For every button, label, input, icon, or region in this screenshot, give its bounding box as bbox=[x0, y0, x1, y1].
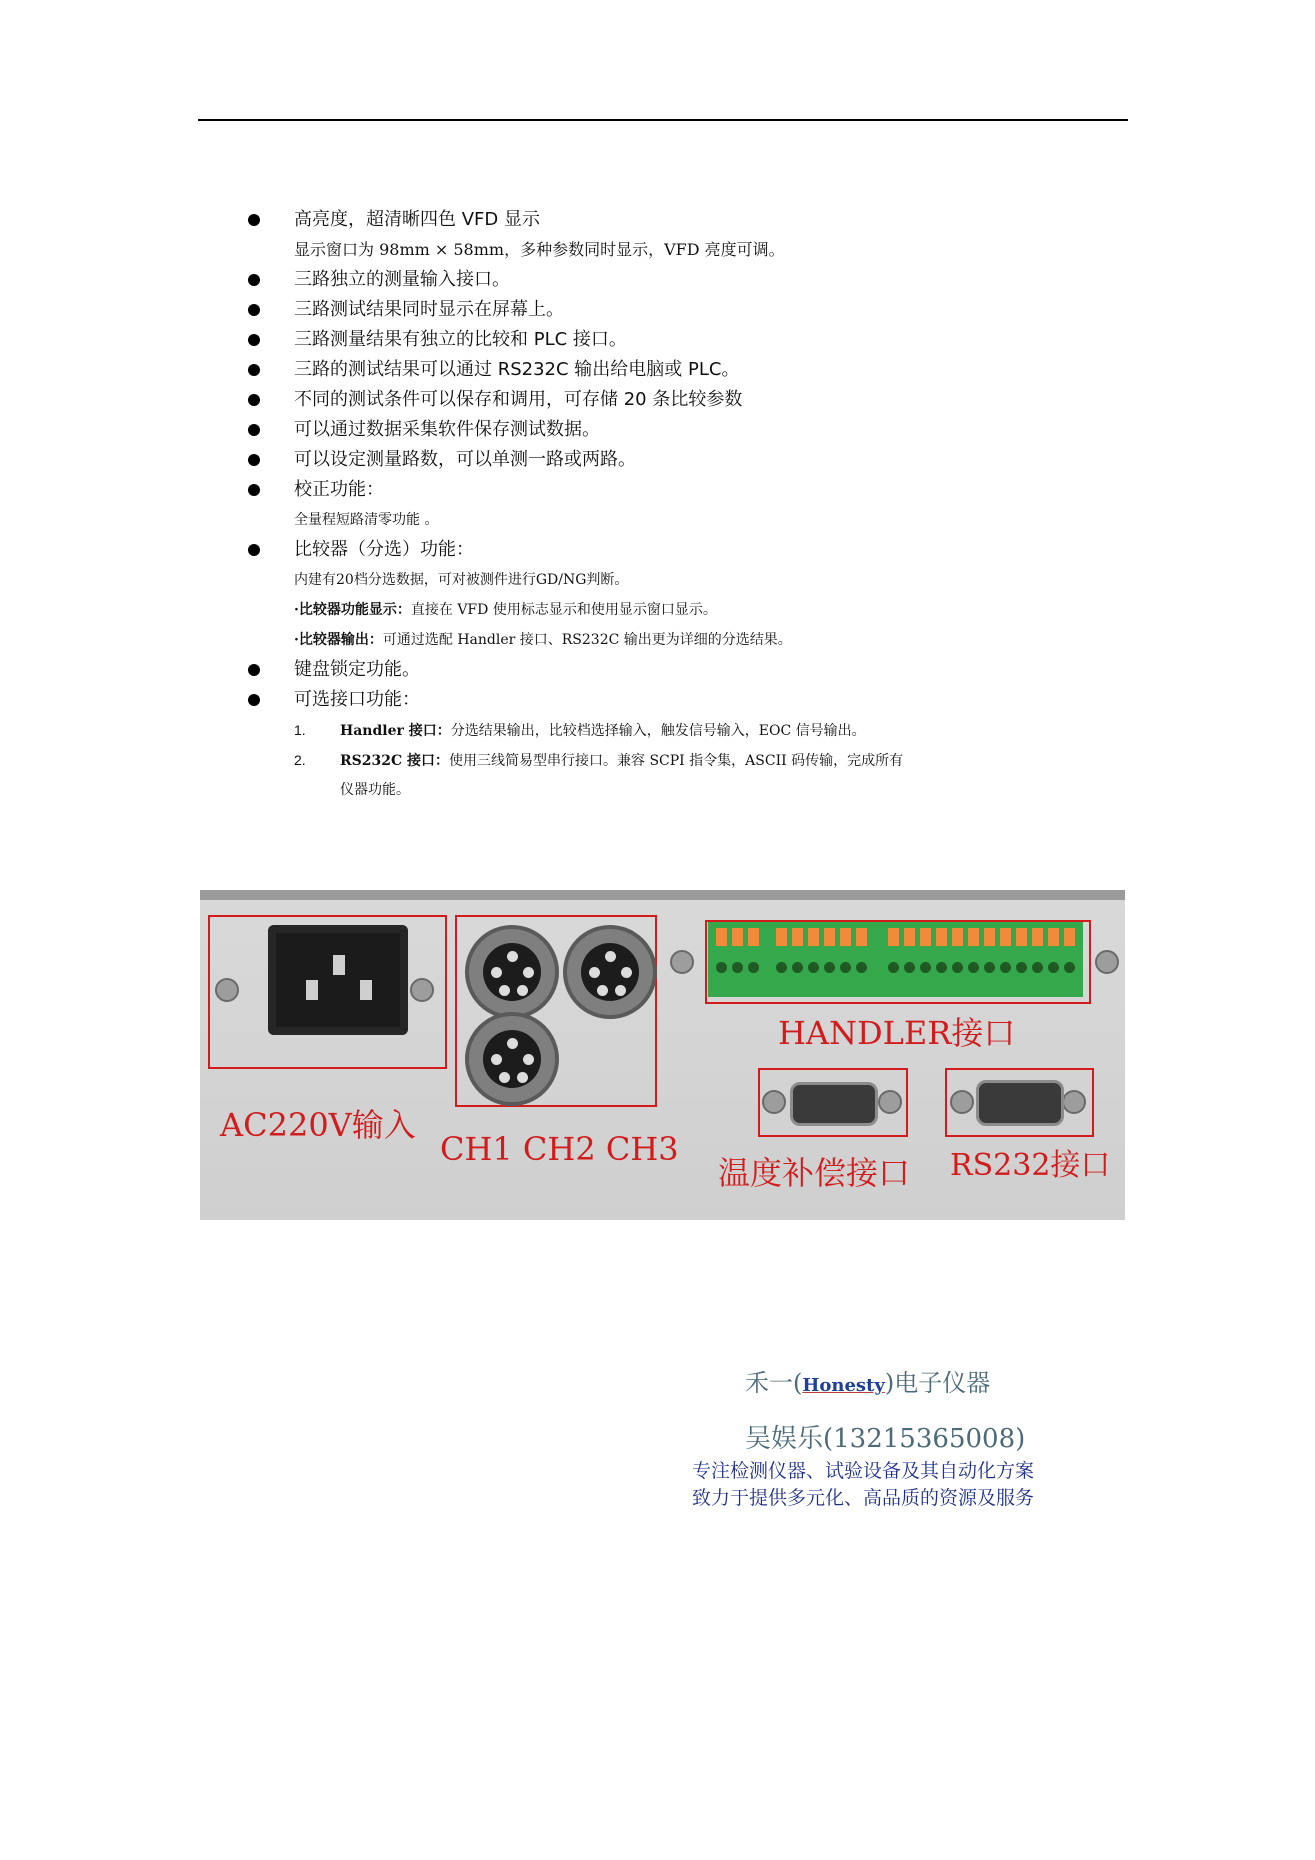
bullet-icon bbox=[248, 454, 260, 466]
feature-item bbox=[248, 295, 1128, 325]
ch1-connector bbox=[465, 925, 559, 1019]
feature-item bbox=[248, 685, 1128, 715]
feature-detail bbox=[248, 715, 1128, 745]
feature-text: 不同的测试条件可以保存和调用，可存储 20 条比较参数 bbox=[294, 389, 743, 410]
header-rule bbox=[198, 119, 1128, 121]
feature-text: 三路独立的测量输入接口。 bbox=[294, 269, 510, 290]
feature-text: 三路测量结果有独立的比较和 PLC 接口。 bbox=[294, 329, 627, 350]
feature-detail bbox=[248, 505, 1128, 535]
bullet-icon bbox=[248, 304, 260, 316]
temp-port-connector bbox=[790, 1082, 878, 1126]
screw-icon bbox=[762, 1090, 786, 1114]
detail-text: 直接在 VFD 使用标志显示和使用显示窗口显示。 bbox=[410, 602, 717, 618]
ch3-connector bbox=[465, 1012, 559, 1106]
slogan bbox=[692, 1458, 1034, 1512]
screw-icon bbox=[950, 1090, 974, 1114]
screw-icon bbox=[410, 978, 434, 1002]
temp-port-label: 温度补偿接口 bbox=[718, 1154, 911, 1192]
bullet-icon bbox=[248, 334, 260, 346]
feature-detail bbox=[248, 235, 1128, 265]
rs232-connector bbox=[976, 1080, 1064, 1126]
feature-item bbox=[248, 355, 1128, 385]
feature-text: 校正功能： bbox=[294, 479, 384, 500]
item-number: 1. bbox=[294, 722, 306, 738]
rear-panel-photo bbox=[200, 890, 1125, 1220]
company-name: 禾一(Honesty)电子仪器 bbox=[745, 1369, 991, 1397]
bullet-icon bbox=[248, 664, 260, 676]
detail-text: 使用三线简易型串行接口。兼容 SCPI 指令集，ASCII 码传输，完成所有 bbox=[449, 753, 904, 769]
screw-icon bbox=[215, 978, 239, 1002]
item-number: 2. bbox=[294, 752, 306, 768]
contact-line: 吴娱乐(13215365008) bbox=[745, 1424, 1026, 1454]
feature-text: 可以通过数据采集软件保存测试数据。 bbox=[294, 419, 600, 440]
ch2-connector bbox=[563, 925, 657, 1019]
feature-text: 比较器（分选）功能： bbox=[294, 539, 474, 560]
detail-heading: Handler 接口： bbox=[340, 723, 451, 739]
bullet-icon bbox=[248, 214, 260, 226]
feature-item bbox=[248, 265, 1128, 295]
feature-item bbox=[248, 415, 1128, 445]
feature-text: 键盘锁定功能。 bbox=[294, 659, 420, 680]
feature-text: 三路测试结果同时显示在屏幕上。 bbox=[294, 299, 564, 320]
feature-text: 三路的测试结果可以通过 RS232C 输出给电脑或 PLC。 bbox=[294, 359, 740, 380]
panel-edge bbox=[200, 890, 1125, 900]
bullet-icon bbox=[248, 424, 260, 436]
feature-item bbox=[248, 475, 1128, 505]
bullet-icon bbox=[248, 484, 260, 496]
handler-label: HANDLER接口 bbox=[778, 1014, 1016, 1052]
detail-text: 显示窗口为 98mm × 58mm，多种参数同时显示，VFD 亮度可调。 bbox=[294, 240, 785, 259]
screw-icon bbox=[1062, 1090, 1086, 1114]
ac-label: AC220V输入 bbox=[220, 1106, 416, 1144]
feature-text: 高亮度，超清晰四色 VFD 显示 bbox=[294, 209, 540, 230]
slogan-line-2: 致力于提供多元化、高品质的资源及服务 bbox=[692, 1487, 1035, 1509]
detail-text: 内建有20档分选数据，可对被测件进行GD/NG判断。 bbox=[294, 572, 629, 588]
bullet-icon bbox=[248, 694, 260, 706]
feature-detail bbox=[248, 565, 1128, 595]
bullet-icon bbox=[248, 544, 260, 556]
feature-detail bbox=[248, 745, 1128, 775]
bullet-icon bbox=[248, 274, 260, 286]
screw-icon bbox=[1095, 950, 1119, 974]
channel-label: CH1 CH2 CH3 bbox=[440, 1130, 679, 1168]
rs232-label: RS232接口 bbox=[950, 1148, 1111, 1183]
bullet-icon bbox=[248, 364, 260, 376]
feature-text: 可选接口功能： bbox=[294, 689, 420, 710]
detail-text: 全量程短路清零功能 。 bbox=[294, 512, 439, 528]
detail-text: 仪器功能。 bbox=[340, 782, 410, 798]
slogan-line-1: 专注检测仪器、试验设备及其自动化方案 bbox=[692, 1460, 1035, 1482]
feature-detail bbox=[248, 775, 1128, 805]
feature-detail bbox=[248, 625, 1128, 655]
detail-text: 分选结果输出，比较档选择输入，触发信号输入，EOC 信号输出。 bbox=[450, 723, 866, 739]
feature-item bbox=[248, 655, 1128, 685]
detail-heading: RS232C 接口： bbox=[340, 753, 449, 769]
feature-item bbox=[248, 385, 1128, 415]
feature-item bbox=[248, 445, 1128, 475]
detail-text: 可通过选配 Handler 接口、RS232C 输出更为详细的分选结果。 bbox=[382, 632, 792, 648]
feature-item bbox=[248, 325, 1128, 355]
feature-text: 可以设定测量路数，可以单测一路或两路。 bbox=[294, 449, 636, 470]
feature-item bbox=[248, 205, 1128, 235]
handler-terminal bbox=[708, 922, 1083, 997]
ac-socket bbox=[268, 925, 408, 1035]
feature-list bbox=[248, 205, 1128, 805]
feature-detail bbox=[248, 595, 1128, 625]
screw-icon bbox=[878, 1090, 902, 1114]
detail-heading: ·比较器功能显示： bbox=[294, 602, 411, 618]
bullet-icon bbox=[248, 394, 260, 406]
screw-icon bbox=[670, 950, 694, 974]
brand-logo: Honesty bbox=[802, 1375, 885, 1396]
feature-item bbox=[248, 535, 1128, 565]
detail-heading: ·比较器输出： bbox=[294, 632, 383, 648]
